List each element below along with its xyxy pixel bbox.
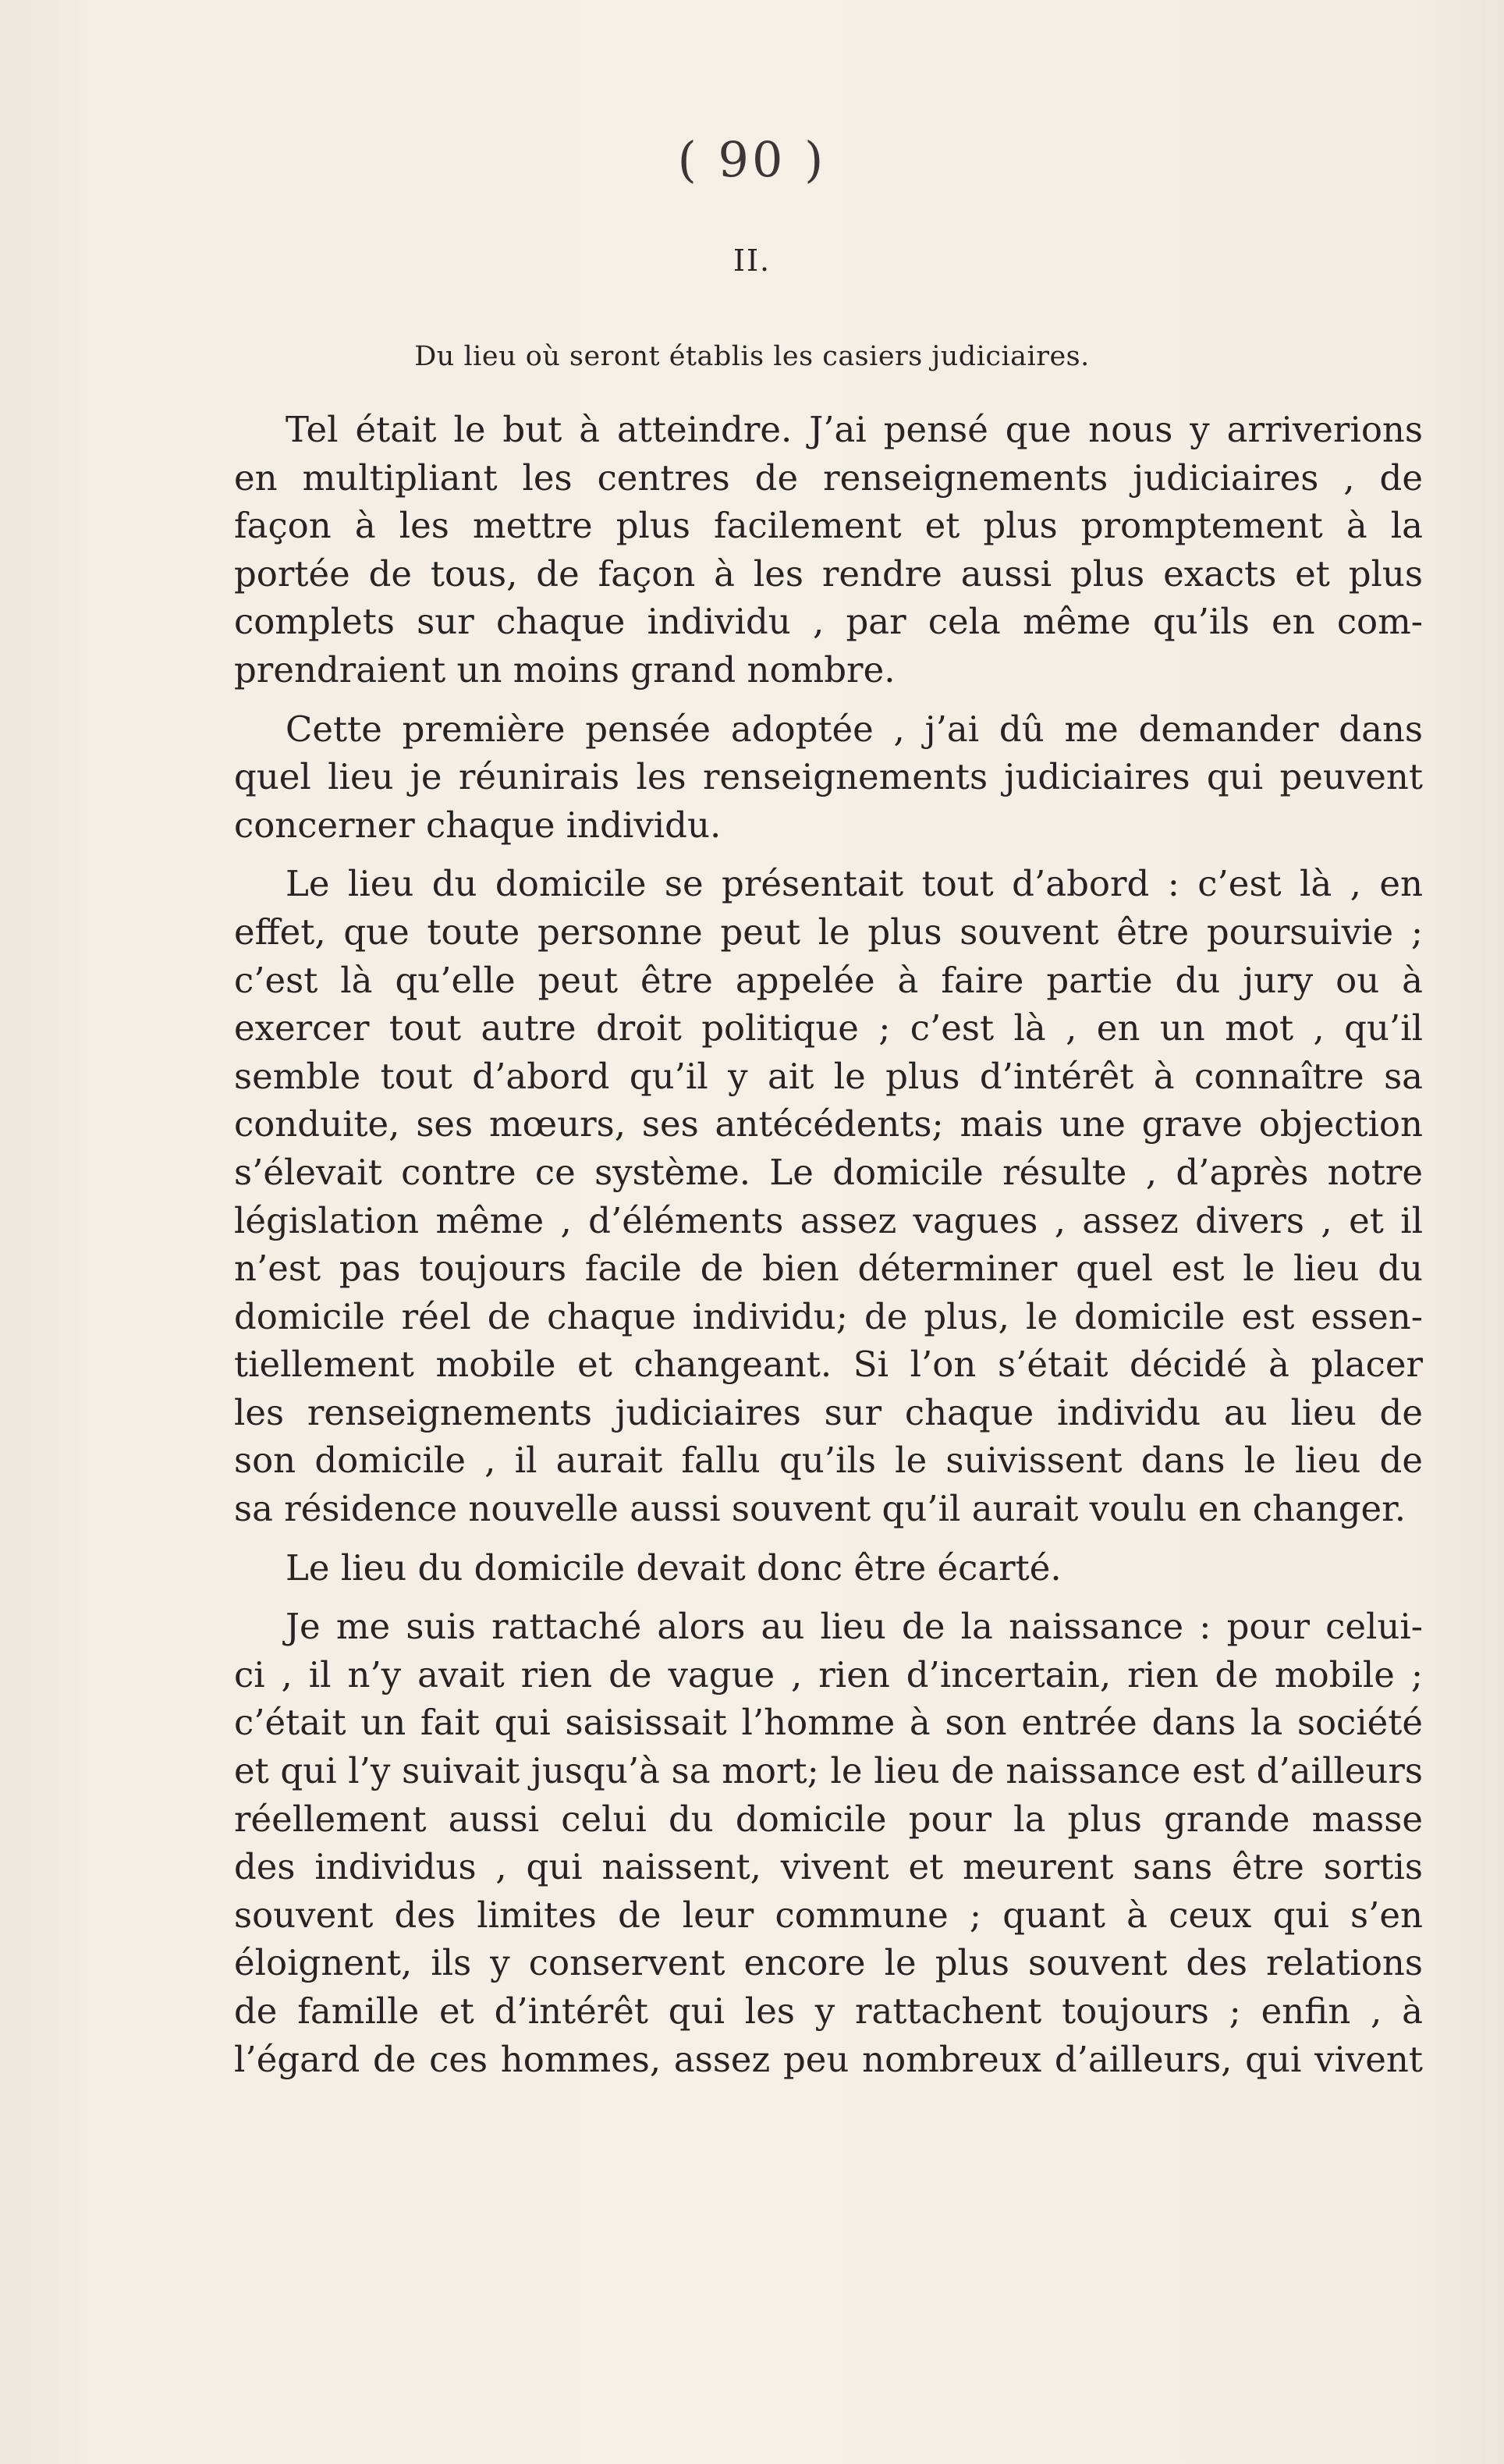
text-line: sa résidence nouvelle aussi souvent qu’il aurait voulu en changer. [234, 1488, 1406, 1530]
text-line: Le lieu du domicile se présentait tout d’abord : c’est là , en [286, 863, 1423, 905]
text-line: façon à les mettre plus facilement et plus promptement à la [234, 505, 1423, 547]
text-line: domicile réel de chaque individu; de plus, le domicile est essen- [234, 1295, 1423, 1337]
text-line: réellement aussi celui du domicile pour la plus grande masse [234, 1798, 1423, 1840]
section-title: Du lieu où seront établis les casiers judiciaires. [414, 341, 1090, 372]
text-line: portée de tous, de façon à les rendre aussi plus exacts et plus [234, 552, 1423, 595]
text-line: et qui l’y suivait jusqu’à sa mort; le lieu de naissance est d’ailleurs [234, 1750, 1423, 1792]
text-line: s’élevait contre ce système. Le domicile résulte , d’après notre [234, 1151, 1423, 1193]
text-line: c’était un fait qui saisissait l’homme à son entrée dans la société [234, 1702, 1423, 1744]
text-line: de famille et d’intérêt qui les y rattachent toujours ; enfin , à [234, 1990, 1423, 2032]
text-line: Le lieu du domicile devait donc être écarté. [286, 1546, 1062, 1589]
paragraph [234, 705, 1423, 850]
text-line: prendraient un moins grand nombre. [234, 648, 896, 691]
text-line: Je me suis rattaché alors au lieu de la naissance : pour celui- [286, 1606, 1423, 1648]
page-number: ( 90 ) [677, 131, 827, 188]
text-line: les renseignements judiciaires sur chaque individu au lieu de [234, 1391, 1423, 1433]
text-line: Cette première pensée adoptée , j’ai dû me demander dans [286, 708, 1423, 750]
text-line: semble tout d’abord qu’il y ait le plus d’intérêt à connaître sa [234, 1055, 1423, 1097]
text-line: complets sur chaque individu , par cela même qu’ils en com- [234, 601, 1423, 643]
text-line: concerner chaque individu. [234, 804, 722, 846]
text-line: son domicile , il aurait fallu qu’ils le suivissent dans le lieu de [234, 1440, 1423, 1482]
text-line: éloignent, ils y conservent encore le plus souvent des relations [234, 1942, 1423, 1984]
text-line: effet, que toute personne peut le plus souvent être poursuivie ; [234, 911, 1423, 953]
text-line: ci , il n’y avait rien de vague , rien d’incertain, rien de mobile ; [234, 1653, 1423, 1695]
text-line: Tel était le but à atteindre. J’ai pensé que nous y arriverions [286, 409, 1423, 450]
text-line: quel lieu je réunirais les renseignements judiciaires qui peuvent [234, 756, 1423, 798]
section-number: II. [732, 243, 772, 278]
paragraph [234, 1544, 1423, 1592]
text-line: tiellement mobile et changeant. Si l’on s’était décidé à placer [234, 1344, 1423, 1386]
paragraph [234, 860, 1423, 1532]
text-line: législation même , d’éléments assez vagues , assez divers , et il [234, 1199, 1423, 1241]
text-line: en multipliant les centres de renseignements judiciaires , de [234, 456, 1423, 499]
text-line: l’égard de ces hommes, assez peu nombreux d’ailleurs, qui vivent [234, 2038, 1423, 2080]
paragraph [234, 406, 1423, 694]
text-line: souvent des limites de leur commune ; quant à ceux qui s’en [234, 1894, 1423, 1936]
text-line: exercer tout autre droit politique ; c’est là , en un mot , qu’il [234, 1007, 1423, 1049]
text-line: c’est là qu’elle peut être appelée à faire partie du jury ou à [234, 959, 1423, 1001]
paragraph [234, 1603, 1423, 2083]
body-text [234, 406, 1423, 2083]
text-line: n’est pas toujours facile de bien déterminer quel est le lieu du [234, 1248, 1423, 1290]
text-line: conduite, ses mœurs, ses antécédents; mais une grave objection [234, 1103, 1423, 1145]
text-line: des individus , qui naissent, vivent et meurent sans être sortis [234, 1846, 1423, 1888]
